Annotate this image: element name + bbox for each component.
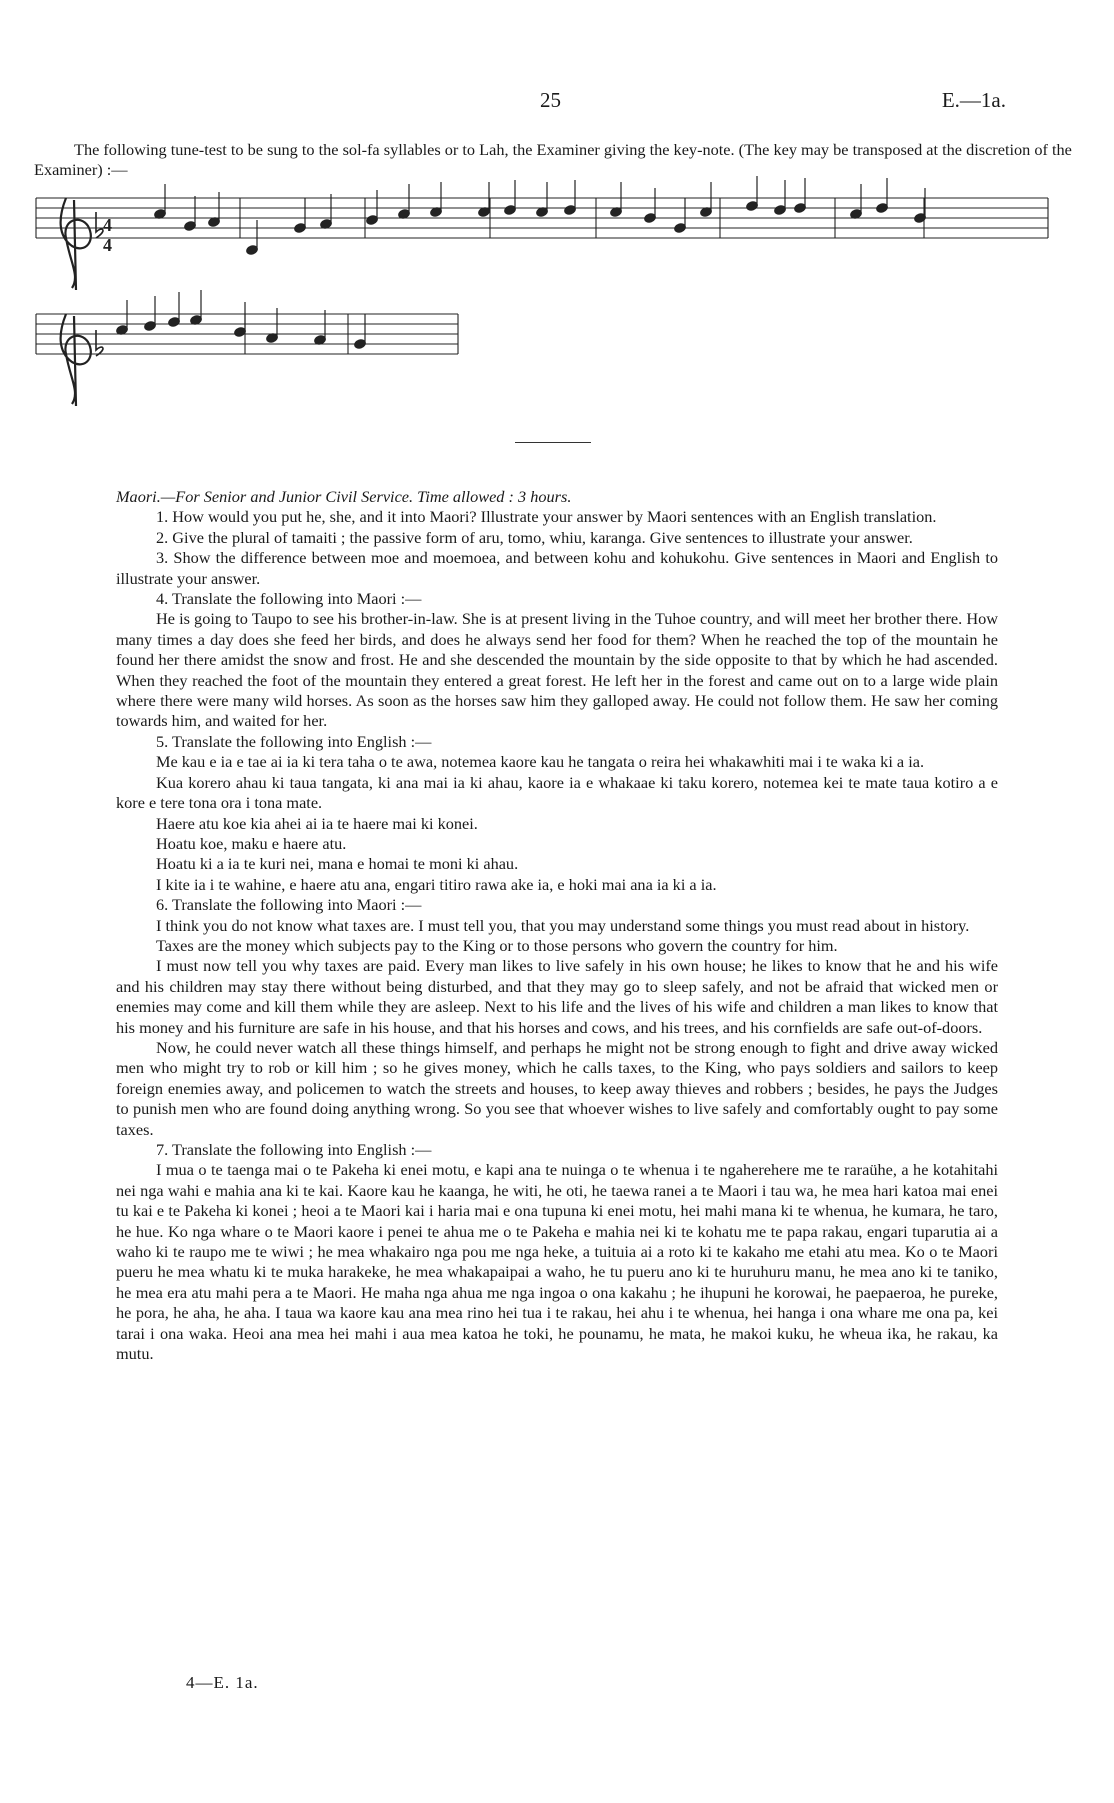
note-head <box>143 320 156 331</box>
note-head <box>563 204 576 215</box>
document-code: E.—1a. <box>941 88 1006 112</box>
note-head <box>313 334 326 345</box>
question-6: 6. Translate the following into Maori :— <box>156 895 422 915</box>
note-head <box>319 218 332 229</box>
time-signature-bottom: 4 <box>103 235 112 255</box>
note-head <box>477 206 490 217</box>
note-head <box>245 244 258 255</box>
note-head <box>429 206 442 217</box>
note-head <box>673 222 686 233</box>
music-score <box>0 0 1114 420</box>
note-head <box>233 326 246 337</box>
page-header <box>0 88 1114 116</box>
printer-signature: 4—E. 1a. <box>186 1673 259 1692</box>
note-head <box>535 206 548 217</box>
note-head <box>849 208 862 219</box>
note-head <box>699 206 712 217</box>
question-7-passage: I mua o te taenga mai o te Pakeha ki enei motu, e kapi ana te nuinga o te whenua i te ngaherehere me te raraühe, a he kotahitahi nei nga wahi e mahia ana ki te kai. Kaore kau he kaanga, he witi, he oti, he taewa ranei a te Maori i tau wa, he mea hari katoa mai enei tu kai e te Pakeha ki konei ; heoi a te Maori kai i haria mai e ona tupuna ki enei motu, hei mahi mana ki te whenua, he kumara, he taro, he hue. Ko nga whare o te Maori kaore i penei te ahua me o te Pakeha e mahia nei ki te kohatu me te papa rakau, engari tuparutia ai a waho ki te raupo me te wiwi ; he mea whakairo nga pou me nga heke, a tuituia ai a roto ki te kakaho me etahi atu mea. Ko o te Maori pueru he mea whatu ki te muka harakeke, he mea whakapaipai a waho, he tu pueru ano ki te huruhuru manu, he mea ano ki te taniko, he mea era atu mahi pera a te Maori. He maha nga ahua me nga ingoa o ona kakahu ; he ihupuni he korowai, he paepaeroa, he pureke, he pora, he aha, he aha. I taua wa kaore kau ana mea rino hei tua i te rakau, hei ahu i te whenua, hei hanga i ona whare me ona pa, kei tarai i ona waka. Heoi ana mea hei mahi i aua mea katoa he toki, he pounamu, he mata, he makoi kuku, he wheua ika, he rakau, ka mutu. <box>116 1160 998 1364</box>
question-2: 2. Give the plural of tamaiti ; the passive form of aru, tomo, whiu, karanga. Give sentences to illustrate your answer. <box>156 527 913 547</box>
question-3: 3. Show the difference between moe and moemoea, and between kohu and kohukohu. Give sentences in Maori and English to illustrate your answer. <box>116 548 998 588</box>
note-head <box>609 206 622 217</box>
question-6-paragraph: I think you do not know what taxes are. I must tell you, that you may understand some things you must read about in history. <box>156 915 970 935</box>
exam-body <box>116 487 998 1364</box>
time-signature-top: 4 <box>103 215 112 235</box>
page-number: 25 <box>540 88 561 112</box>
note-head <box>115 324 128 335</box>
question-5-sentence: Haere atu koe kia ahei ai ia te haere mai ki konei. <box>156 813 478 833</box>
question-7: 7. Translate the following into English :— <box>156 1140 432 1159</box>
question-5: 5. Translate the following into English :— <box>156 731 432 751</box>
note-head <box>167 316 180 327</box>
note-head <box>353 338 366 349</box>
note-head <box>365 214 378 225</box>
question-4-passage: He is going to Taupo to see his brother-in-law. She is at present living in the Tuhoe country, and will meet her brother there. How many times a day does she feed her birds, and does he always send her food for them? When he reached the top of the mountain he found her there amidst the snow and frost. He and she descended the mountain by the side opposite to that by which he had ascended. When they reached the foot of the mountain they entered a great forest. He left her in the forest and came out on to a large wide plain where there were many wild horses. As soon as the horses saw him they galloped away. He could not follow them. He saw her coming towards him, and waited for her. <box>116 609 998 731</box>
question-6-paragraph: Now, he could never watch all these things himself, and perhaps he might not be strong enough to fight and drive away wicked men who might try to rob or kill him ; so he gives money, which he calls taxes, to the King, who pays soldiers and sailors to keep foreign enemies away, and policemen to watch the streets and houses, to keep away thieves and robbers ; besides, he pays the Judges to punish men who are found doing anything wrong. So you see that whoever wishes to live safely and comfortably ought to pay some taxes. <box>116 1037 998 1139</box>
note-head <box>745 200 758 211</box>
note-head <box>293 222 306 233</box>
note-head <box>793 202 806 213</box>
section-divider <box>515 442 591 443</box>
note-head <box>503 204 516 215</box>
question-4: 4. Translate the following into Maori :— <box>156 589 422 609</box>
note-head <box>875 202 888 213</box>
treble-clef-icon <box>61 198 91 290</box>
music-notes <box>115 176 926 350</box>
note-head <box>189 314 202 325</box>
tune-test-instructions: The following tune-test to be sung to the sol-fa syllables or to Lah, the Examiner giving the key-note. (The key may be transposed at the discretion of the Examiner) :— <box>34 140 1072 179</box>
note-head <box>153 208 166 219</box>
treble-clef-icon <box>61 314 91 406</box>
question-6-paragraph: I must now tell you why taxes are paid. Every man likes to live safely in his own house; he likes to know that he and his wife and his children may stay there without being disturbed, and that they may go to sleep safely, and not be afraid that wicked men or enemies may come and kill them while they are asleep. Next to his life and the lives of his wife and children a man likes to know that his money and his furniture are safe in his house, and that his horses and cows, and his trees, and his cornfields are safe out-of-doors. <box>116 956 998 1037</box>
note-head <box>207 216 220 227</box>
question-5-sentence: Hoatu koe, maku e haere atu. <box>156 833 347 853</box>
question-6-paragraph: Taxes are the money which subjects pay to the King or to those persons who govern the country for him. <box>156 935 838 955</box>
note-head <box>913 212 926 223</box>
note-head <box>773 204 786 215</box>
question-1: 1. How would you put he, she, and it into Maori? Illustrate your answer by Maori sentences with an English translation. <box>156 507 937 527</box>
question-5-sentence: I kite ia i te wahine, e haere atu ana, engari titiro rawa ake ia, e hoki mai ana ia ki a ia. <box>156 874 717 894</box>
exam-title: Maori.—For Senior and Junior Civil Service. Time allowed : 3 hours. <box>116 487 572 506</box>
note-head <box>183 220 196 231</box>
note-head <box>643 212 656 223</box>
question-5-sentence: Me kau e ia e tae ai ia ki tera taha o te awa, notemea kaore kau he tangata o reira hei whakawhiti mai i te waka ki a ia. <box>156 752 925 772</box>
music-staff-2 <box>36 314 458 354</box>
time-signature <box>103 215 112 255</box>
note-head <box>265 332 278 343</box>
music-staff-1 <box>36 198 1048 238</box>
question-5-sentence: Kua korero ahau ki taua tangata, ki ana mai ia ki ahau, kaore ia e whakaae ki taku korero, notemea kei te mate taua kotiro a e kore e tere tona ora i tona mate. <box>116 772 998 813</box>
question-5-sentence: Hoatu ki a ia te kuri nei, mana e homai te moni ki ahau. <box>156 854 519 874</box>
note-head <box>397 208 410 219</box>
key-signature-flat-icon <box>96 212 103 356</box>
